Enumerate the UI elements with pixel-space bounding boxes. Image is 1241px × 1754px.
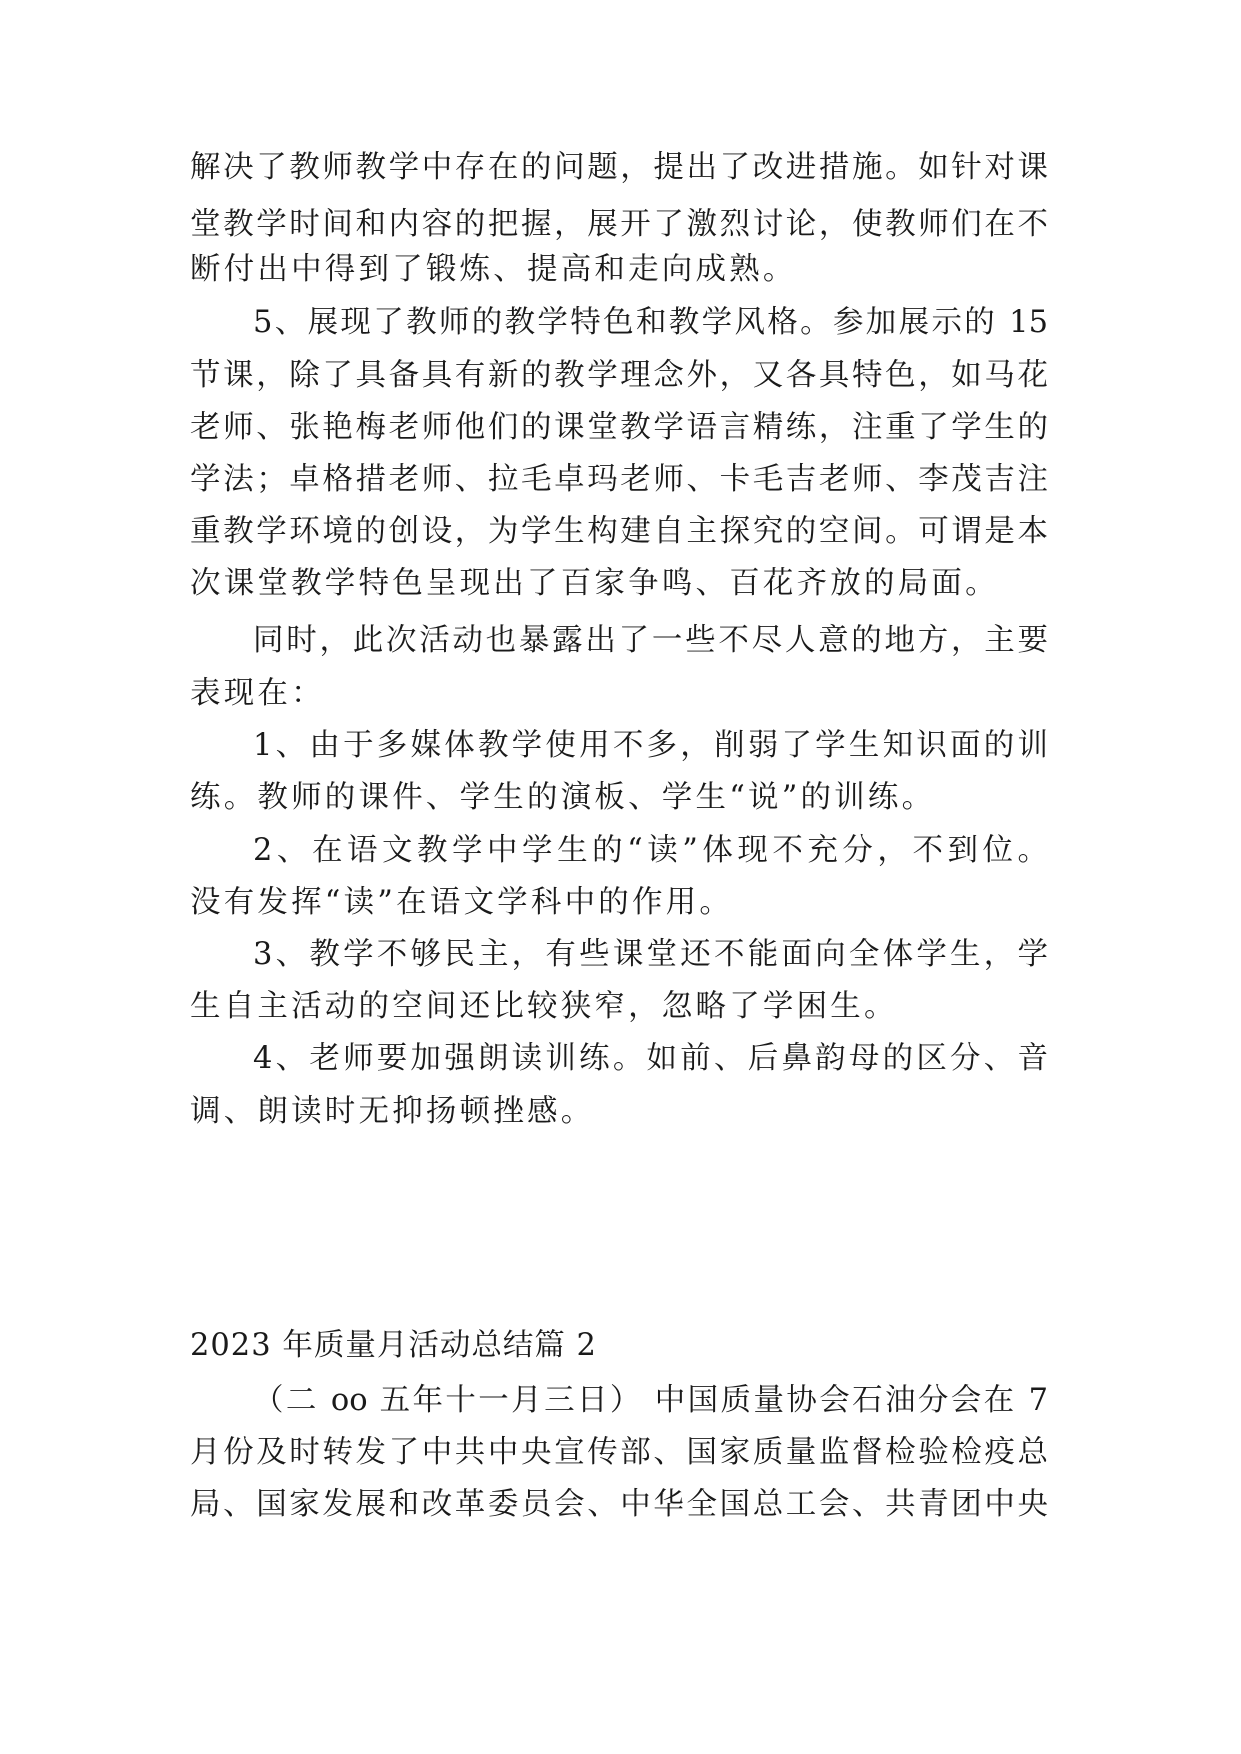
paragraph-line: 解决了教师教学中存在的问题，提出了改进措施。如针对课 <box>190 150 1048 185</box>
paragraph-line: 局、国家发展和改革委员会、中华全国总工会、共青团中央 <box>190 1487 1048 1522</box>
paragraph-line: 2、在语文教学中学生的“读”体现不充分，不到位。 <box>253 833 1048 868</box>
paragraph-line: 练。教师的课件、学生的演板、学生“说”的训练。 <box>190 780 936 815</box>
paragraph-line: 老师、张艳梅老师他们的课堂教学语言精练，注重了学生的 <box>190 410 1048 445</box>
paragraph-line: 没有发挥“读”在语文学科中的作用。 <box>190 885 734 920</box>
paragraph-line: 月份及时转发了中共中央宣传部、国家质量监督检验检疫总 <box>190 1435 1048 1470</box>
paragraph-line: 堂教学时间和内容的把握，展开了激烈讨论，使教师们在不 <box>190 207 1048 242</box>
paragraph-line: 次课堂教学特色呈现出了百家争鸣、百花齐放的局面。 <box>190 566 999 601</box>
paragraph-line: 学法；卓格措老师、拉毛卓玛老师、卡毛吉老师、李茂吉注 <box>190 462 1048 497</box>
section-heading: 2023 年质量月活动总结篇 2 <box>190 1328 597 1363</box>
paragraph-line: 同时，此次活动也暴露出了一些不尽人意的地方，主要 <box>253 623 1048 658</box>
paragraph-line: 表现在： <box>190 676 325 711</box>
paragraph-line: 1、由于多媒体教学使用不多，削弱了学生知识面的训 <box>253 728 1048 763</box>
paragraph-line: 生自主活动的空间还比较狭窄，忽略了学困生。 <box>190 989 898 1024</box>
paragraph-line: 4、老师要加强朗读训练。如前、后鼻韵母的区分、音 <box>253 1041 1048 1076</box>
paragraph-line: 3、教学不够民主，有些课堂还不能面向全体学生，学 <box>253 937 1048 972</box>
paragraph-line: （二 oo 五年十一月三日） 中国质量协会石油分会在 7 <box>253 1383 1048 1418</box>
paragraph-line: 重教学环境的创设，为学生构建自主探究的空间。可谓是本 <box>190 514 1048 549</box>
paragraph-line: 调、朗读时无抑扬顿挫感。 <box>190 1094 595 1129</box>
paragraph-line: 节课，除了具备具有新的教学理念外，又各具特色，如马花 <box>190 358 1048 393</box>
paragraph-line: 5、展现了教师的教学特色和教学风格。参加展示的 15 <box>253 305 1048 340</box>
paragraph-line: 断付出中得到了锻炼、提高和走向成熟。 <box>190 252 797 287</box>
